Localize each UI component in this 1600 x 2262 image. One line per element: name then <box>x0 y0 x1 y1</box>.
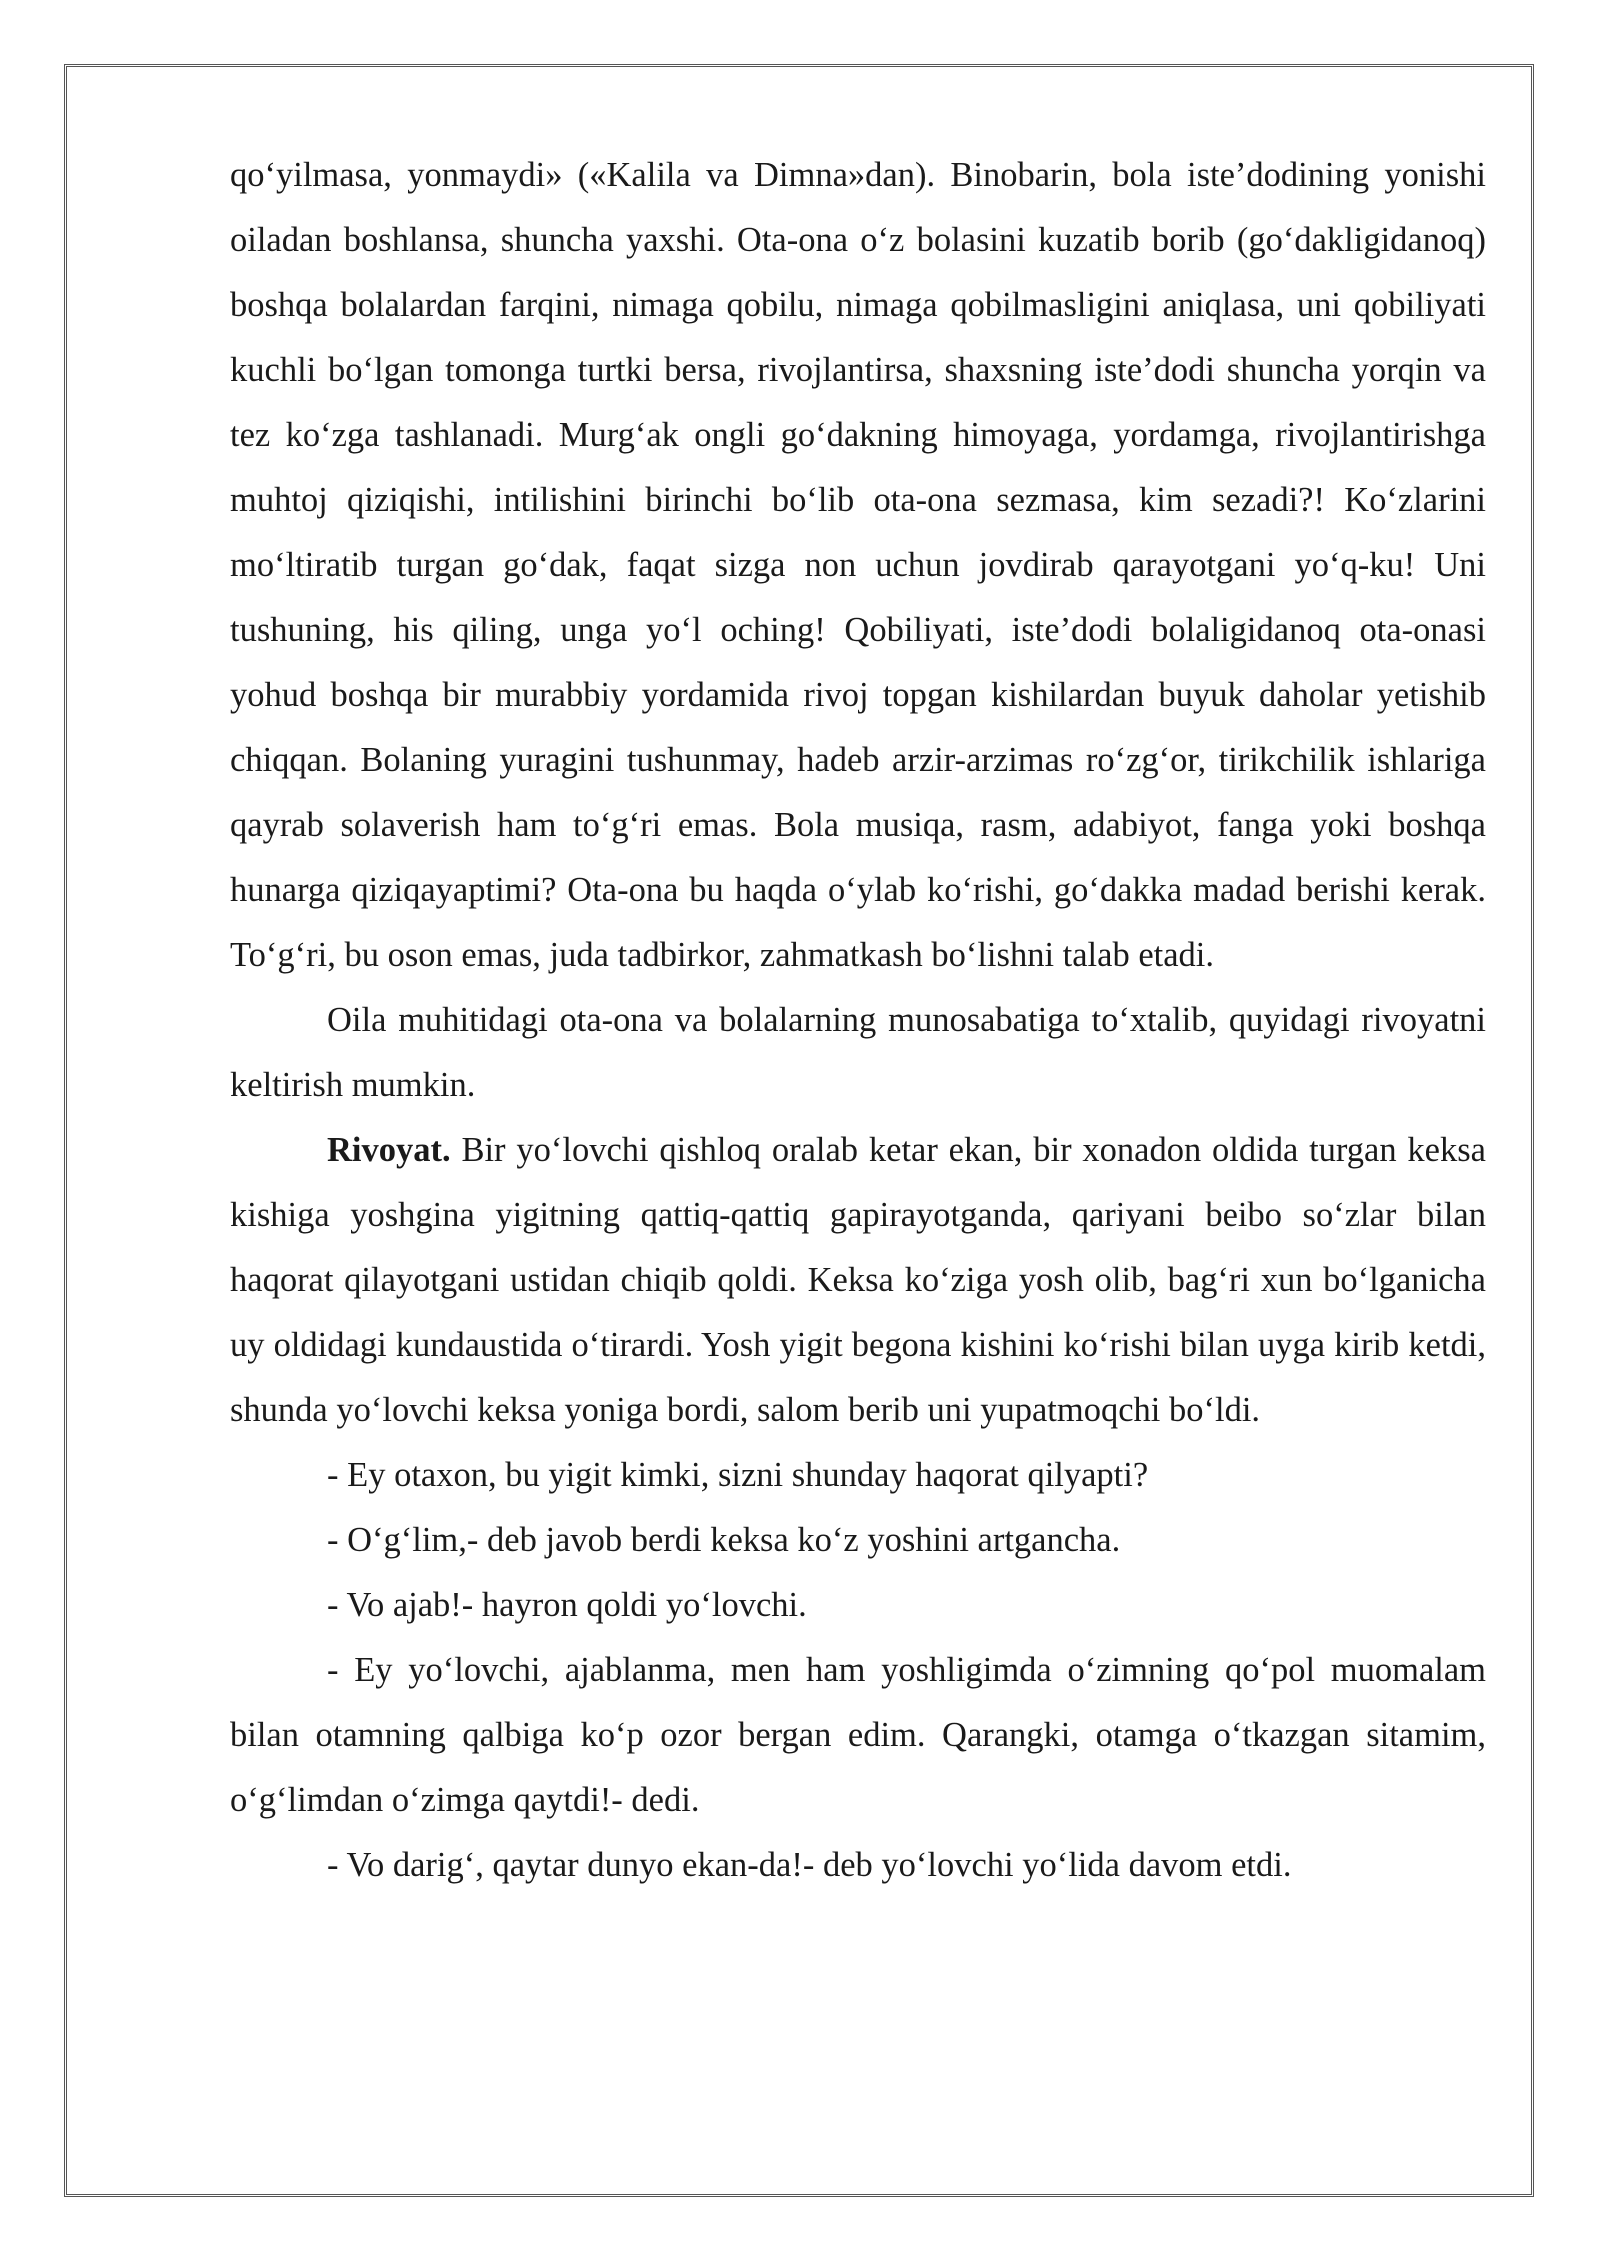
paragraph-text: qo‘yilmasa, yonmaydi» («Kalila va Dimna»dan). Binobarin, bola iste’dodining yonishi oiladan boshlansa, shuncha yaxshi. Ota-ona o‘z bolasini kuzatib borib (go‘dakligidanoq) boshqa bolalardan farqini, nimaga qobilu, nimaga qobilmasligini aniqlasa, uni qobiliyati kuchli bo‘lgan tomonga turtki bersa, rivojlantirsa, shaxsning iste’dodi shuncha yorqin va tez ko‘zga tashlanadi. Murg‘ak ongli go‘dakning himoyaga, yordamga, rivojlantirishga muhtoj qiziqishi, intilishini birinchi bo‘lib ota-ona sezmasa, kim sezadi?! Ko‘zlarini mo‘ltiratib turgan go‘dak, faqat sizga non uchun jovdirab qarayotgani yo‘q-ku! Uni tushuning, his qiling, unga yo‘l oching! Qobiliyati, iste’dodi bolaligidanoq ota-onasi yohud boshqa bir murabbiy yordamida rivoj topgan kishilardan buyuk daholar yetishib chiqqan. Bolaning yuragini tushunmay, hadeb arzir-arzimas ro‘zg‘or, tirikchilik ishlariga qayrab solaverish ham to‘g‘ri emas. Bola musiqa, rasm, adabiyot, fanga yoki boshqa hunarga qiziqayaptimi? Ota-ona bu haqda o‘ylab ko‘rishi, go‘dakka madad berishi kerak. To‘g‘ri, bu oson emas, juda tadbirkor, zahmatkash bo‘lishni talab etadi. <box>230 156 1486 974</box>
paragraph-rivoyat <box>230 1118 1486 1443</box>
paragraph-transition <box>230 988 1486 1118</box>
dialogue-line <box>230 1508 1486 1573</box>
document-body <box>230 143 1486 1898</box>
paragraph-text: - Ey yo‘lovchi, ajablanma, men ham yoshligimda o‘zimning qo‘pol muomalam bilan otamning qalbiga ko‘p ozor bergan edim. Qarangki, otamga o‘tkazgan sitamim, o‘g‘limdan o‘zimga qaytdi!- dedi. <box>230 1651 1486 1819</box>
dialogue-line <box>230 1573 1486 1638</box>
paragraph-text: Oila muhitidagi ota-ona va bolalarning munosabatiga to‘xtalib, quyidagi rivoyatni keltirish mumkin. <box>230 1001 1486 1104</box>
paragraph-text: - Ey otaxon, bu yigit kimki, sizni shunday haqorat qilyapti? <box>327 1456 1149 1494</box>
paragraph-text: Bir yo‘lovchi qishloq oralab ketar ekan, bir xonadon oldida turgan keksa kishiga yoshgina yigitning qattiq-qattiq gapirayotganda, qariyani beibo so‘zlar bilan haqorat qilayotgani ustidan chiqib qoldi. Keksa ko‘ziga yosh olib, bag‘ri xun bo‘lganicha uy oldidagi kundaustida o‘tirardi. Yosh yigit begona kishini ko‘rishi bilan uyga kirib ketdi, shunda yo‘lovchi keksa yoniga bordi, salom berib uni yupatmoqchi bo‘ldi. <box>230 1131 1486 1429</box>
dialogue-line <box>230 1638 1486 1833</box>
paragraph-bold-lead: Rivoyat. <box>327 1131 451 1169</box>
paragraph-text: - Vo ajab!- hayron qoldi yo‘lovchi. <box>327 1586 807 1624</box>
paragraph-text: - Vo darig‘, qaytar dunyo ekan-da!- deb yo‘lovchi yo‘lida davom etdi. <box>327 1846 1292 1884</box>
paragraph-intro-continuation <box>230 143 1486 988</box>
dialogue-line <box>230 1833 1486 1898</box>
dialogue-line <box>230 1443 1486 1508</box>
paragraph-text: - O‘g‘lim,- deb javob berdi keksa ko‘z yoshini artgancha. <box>327 1521 1121 1559</box>
